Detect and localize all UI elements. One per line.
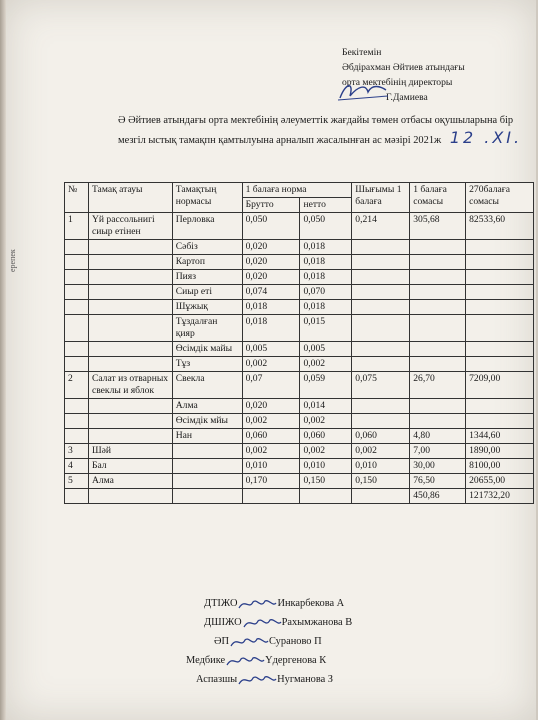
table-cell-num <box>65 240 89 255</box>
approval-line-2: Әбдірахман Әйтиев атындағы <box>342 62 465 73</box>
table-cell-item: Пияз <box>172 270 242 285</box>
table-cell-num: 2 <box>65 372 89 399</box>
table-cell-brutto: 0,018 <box>242 300 300 315</box>
table-cell-item: Картоп <box>172 255 242 270</box>
table-cell-sum270 <box>466 414 534 429</box>
table-cell-sum270: 20655,00 <box>466 474 534 489</box>
table-cell-brutto: 0,170 <box>242 474 300 489</box>
table-cell-brutto: 0,07 <box>242 372 300 399</box>
table-cell-food <box>88 414 172 429</box>
table-row <box>65 414 534 429</box>
table-cell-item: Нан <box>172 429 242 444</box>
table-cell-brutto: 0,002 <box>242 414 300 429</box>
handwritten-signature <box>225 654 265 668</box>
handwritten-date: 12 .XI. <box>449 128 523 147</box>
table-cell-sum1 <box>410 285 466 300</box>
table-cell-item <box>172 444 242 459</box>
signature-name: Рахымжанова В <box>281 617 353 628</box>
table-cell-item: Тұз <box>172 357 242 372</box>
table-cell-num: 3 <box>65 444 89 459</box>
table-cell-food <box>88 489 172 504</box>
table-cell-sum270 <box>466 255 534 270</box>
table-cell-brutto: 0,020 <box>242 255 300 270</box>
table-cell-num <box>65 255 89 270</box>
table-row <box>65 240 534 255</box>
table-cell-item: Тұздалған қияр <box>172 315 242 342</box>
table-cell-sum1: 4,80 <box>410 429 466 444</box>
table-row <box>65 474 534 489</box>
table-row <box>65 213 534 240</box>
table-cell-sum1 <box>410 255 466 270</box>
table-row <box>65 459 534 474</box>
table-cell-sum270: 1890,00 <box>466 444 534 459</box>
table-cell-food <box>88 255 172 270</box>
table-cell-sum270 <box>466 270 534 285</box>
table-cell-sum270: 82533,60 <box>466 213 534 240</box>
table-cell-netto: 0,015 <box>300 315 352 342</box>
signature-line <box>204 594 352 613</box>
handwritten-signature <box>242 616 282 630</box>
table-cell-netto: 0,002 <box>300 414 352 429</box>
table-cell-food <box>88 285 172 300</box>
table-cell-item: Сәбіз <box>172 240 242 255</box>
table-cell-num <box>65 414 89 429</box>
table-cell-sum270 <box>466 315 534 342</box>
table-cell-sum270 <box>466 300 534 315</box>
table-cell-num <box>65 285 89 300</box>
table-cell-brutto: 0,002 <box>242 444 300 459</box>
table-cell-netto: 0,002 <box>300 444 352 459</box>
table-cell-brutto: 0,074 <box>242 285 300 300</box>
table-cell-num: 5 <box>65 474 89 489</box>
table-cell-netto: 0,014 <box>300 399 352 414</box>
header-brutto: Брутто <box>242 198 300 213</box>
side-margin-text: ерепек <box>8 249 17 272</box>
handwritten-signature <box>237 597 277 611</box>
table-cell-sum1 <box>410 342 466 357</box>
approval-line-4: Г.Дамиева <box>386 92 428 103</box>
table-cell-netto: 0,050 <box>300 213 352 240</box>
table-cell-item: Свекла <box>172 372 242 399</box>
table-cell-sum270 <box>466 342 534 357</box>
table-row <box>65 315 534 342</box>
table-cell-netto: 0,010 <box>300 459 352 474</box>
director-signature <box>336 78 392 106</box>
table-cell-food <box>88 240 172 255</box>
header-norm: Тамақтың нормасы <box>172 183 242 213</box>
signature-line <box>204 613 352 632</box>
table-cell-netto: 0,005 <box>300 342 352 357</box>
table-cell-netto: 0,070 <box>300 285 352 300</box>
table-cell-item: Шұжық <box>172 300 242 315</box>
table-cell-num <box>65 399 89 414</box>
table-row <box>65 372 534 399</box>
table-cell-expense <box>352 414 410 429</box>
table-cell-item: Алма <box>172 399 242 414</box>
table-cell-food <box>88 357 172 372</box>
table-cell-item <box>172 489 242 504</box>
table-row <box>65 300 534 315</box>
table-cell-expense: 0,010 <box>352 459 410 474</box>
table-cell-sum1: 305,68 <box>410 213 466 240</box>
table-cell-expense <box>352 315 410 342</box>
signature-name: Нугманова З <box>277 674 334 685</box>
signature-line <box>196 670 352 689</box>
table-row <box>65 357 534 372</box>
table-cell-expense <box>352 240 410 255</box>
table-cell-sum1: 30,00 <box>410 459 466 474</box>
table-cell-sum270 <box>466 357 534 372</box>
table-cell-expense: 0,214 <box>352 213 410 240</box>
signature-name: Инкарбекова А <box>277 598 345 609</box>
table-cell-sum270 <box>466 240 534 255</box>
table-cell-netto: 0,018 <box>300 240 352 255</box>
table-cell-food: Алма <box>88 474 172 489</box>
signature-name: Сураново П <box>269 636 322 647</box>
approval-line-3: орта мектебінің директоры <box>342 77 453 88</box>
table-cell-netto: 0,060 <box>300 429 352 444</box>
table-cell-num <box>65 357 89 372</box>
approval-line-1: Бекітемін <box>342 47 382 58</box>
table-cell-expense: 0,150 <box>352 474 410 489</box>
table-cell-netto <box>300 489 352 504</box>
table-cell-brutto: 0,050 <box>242 213 300 240</box>
table-cell-sum270: 1344,60 <box>466 429 534 444</box>
table-cell-sum270: 121732,20 <box>466 489 534 504</box>
table-cell-food <box>88 399 172 414</box>
table-cell-netto: 0,150 <box>300 474 352 489</box>
table-cell-sum270 <box>466 285 534 300</box>
header-food: Тамақ атауы <box>88 183 172 213</box>
table-cell-expense <box>352 270 410 285</box>
table-cell-num <box>65 315 89 342</box>
table-cell-expense <box>352 285 410 300</box>
signature-role: ДШІЖО <box>204 617 242 628</box>
handwritten-signature <box>237 673 277 687</box>
table-cell-brutto: 0,020 <box>242 240 300 255</box>
table-cell-expense: 0,060 <box>352 429 410 444</box>
table-cell-sum1: 450,86 <box>410 489 466 504</box>
table-cell-item <box>172 474 242 489</box>
table-cell-sum1: 76,50 <box>410 474 466 489</box>
table-cell-expense <box>352 342 410 357</box>
table-cell-sum1 <box>410 240 466 255</box>
table-row <box>65 444 534 459</box>
document-title <box>118 112 528 149</box>
table-cell-food: Салат из отварных свеклы и яблок <box>88 372 172 399</box>
table-row <box>65 285 534 300</box>
table-cell-num: 1 <box>65 213 89 240</box>
table-row <box>65 255 534 270</box>
table-cell-food <box>88 315 172 342</box>
table-cell-brutto: 0,002 <box>242 357 300 372</box>
header-num: № <box>65 183 89 213</box>
table-cell-expense: 0,002 <box>352 444 410 459</box>
table-cell-sum1 <box>410 300 466 315</box>
header-per-child: 1 балаға норма <box>242 183 352 198</box>
table-row <box>65 342 534 357</box>
table-cell-food <box>88 270 172 285</box>
signature-role: Медбике <box>186 655 226 666</box>
signature-role: Аспазшы <box>196 674 238 685</box>
signature-line <box>186 651 352 670</box>
table-cell-netto: 0,018 <box>300 255 352 270</box>
table-cell-netto: 0,002 <box>300 357 352 372</box>
table-cell-brutto: 0,020 <box>242 399 300 414</box>
table-header-row <box>65 183 534 198</box>
table-row <box>65 429 534 444</box>
table-cell-num <box>65 429 89 444</box>
table-cell-num <box>65 270 89 285</box>
signature-role: ӘП <box>214 636 230 647</box>
table-cell-expense <box>352 399 410 414</box>
table-cell-netto: 0,018 <box>300 270 352 285</box>
table-cell-brutto: 0,010 <box>242 459 300 474</box>
header-sum270: 270балаға сомасы <box>466 183 534 213</box>
table-cell-sum1: 7,00 <box>410 444 466 459</box>
table-cell-num <box>65 489 89 504</box>
table-cell-food <box>88 429 172 444</box>
table-cell-netto: 0,059 <box>300 372 352 399</box>
table-cell-brutto: 0,020 <box>242 270 300 285</box>
table-cell-expense: 0,075 <box>352 372 410 399</box>
table-cell-food <box>88 300 172 315</box>
title-text: Ә Әйтиев атындағы орта мектебінің әлеуметтік жағдайы төмен отбасы оқушыларына бір мезгіл ыстық тамақпн қамтылуына арналып жасалынған ас мәзірі 2021ж <box>118 115 514 146</box>
table-cell-sum270 <box>466 399 534 414</box>
table-cell-expense <box>352 255 410 270</box>
table-cell-num: 4 <box>65 459 89 474</box>
table-cell-item: Өсімдік майы <box>172 342 242 357</box>
table-cell-expense <box>352 489 410 504</box>
table-cell-num <box>65 342 89 357</box>
table-cell-food <box>88 342 172 357</box>
menu-table <box>64 182 534 504</box>
table-cell-food: Бал <box>88 459 172 474</box>
table-cell-sum1: 26,70 <box>410 372 466 399</box>
table-cell-expense <box>352 357 410 372</box>
table-cell-item <box>172 459 242 474</box>
table-cell-num <box>65 300 89 315</box>
table-cell-sum270: 8100,00 <box>466 459 534 474</box>
table-cell-brutto: 0,005 <box>242 342 300 357</box>
table-row <box>65 270 534 285</box>
table-cell-item: Сиыр еті <box>172 285 242 300</box>
signature-name: Үдергенова К <box>265 655 327 666</box>
table-cell-item: Перловка <box>172 213 242 240</box>
table-cell-brutto: 0,060 <box>242 429 300 444</box>
handwritten-signature <box>229 635 269 649</box>
table-cell-sum270: 7209,00 <box>466 372 534 399</box>
table-cell-food: Үй рассольнигі сиыр етінен <box>88 213 172 240</box>
table-row <box>65 489 534 504</box>
signature-role: ДТІЖО <box>204 598 238 609</box>
table-cell-brutto: 0,018 <box>242 315 300 342</box>
table-cell-sum1 <box>410 357 466 372</box>
header-expense: Шығымы 1 балаға <box>352 183 410 213</box>
document-page <box>6 0 536 720</box>
table-cell-netto: 0,018 <box>300 300 352 315</box>
signatures-block <box>186 594 353 689</box>
table-cell-food: Шәй <box>88 444 172 459</box>
signature-line <box>214 632 352 651</box>
header-sum1: 1 балаға сомасы <box>410 183 466 213</box>
table-cell-sum1 <box>410 399 466 414</box>
table-cell-sum1 <box>410 315 466 342</box>
table-cell-sum1 <box>410 270 466 285</box>
table-cell-expense <box>352 300 410 315</box>
table-cell-item: Өсімдік мйы <box>172 414 242 429</box>
table-row <box>65 399 534 414</box>
table-cell-sum1 <box>410 414 466 429</box>
table-cell-brutto <box>242 489 300 504</box>
header-netto: нетто <box>300 198 352 213</box>
